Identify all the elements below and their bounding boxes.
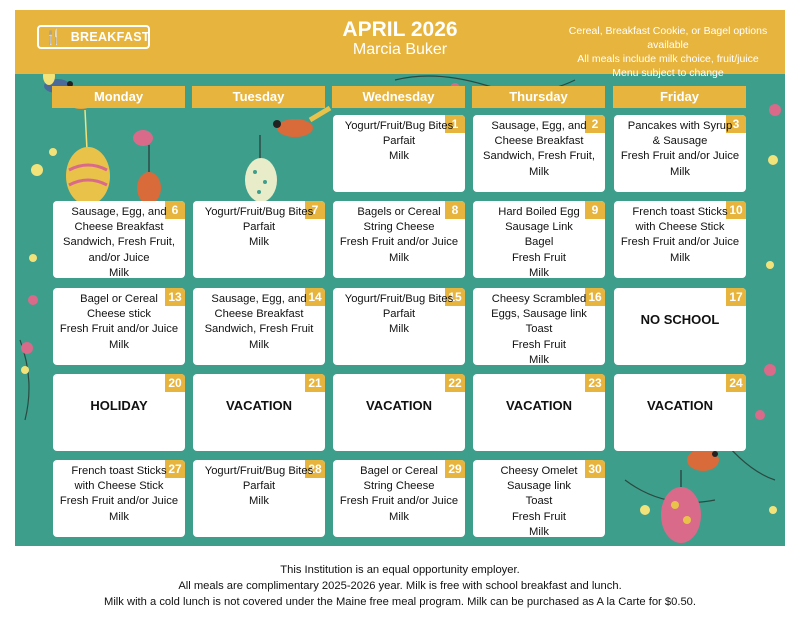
menu-items xyxy=(193,464,325,510)
day-cell xyxy=(193,460,325,537)
note-line: Menu subject to change xyxy=(612,67,724,79)
menu-item: French toast Sticks xyxy=(632,206,728,218)
date-number: 9 xyxy=(585,201,605,219)
date-number: 8 xyxy=(445,201,465,219)
date-number: 29 xyxy=(445,460,465,478)
menu-item: Milk xyxy=(529,353,549,366)
menu-item: Parfait xyxy=(242,221,276,234)
menu-items xyxy=(53,292,185,353)
footer-line: All meals are complimentary 2025-2026 year. Milk is free with school breakfast and lunch. xyxy=(178,580,622,592)
menu-item: String Cheese xyxy=(363,221,435,234)
day-cell xyxy=(193,288,325,365)
day-header-wednesday: Wednesday xyxy=(332,86,465,108)
date-number: 2 xyxy=(585,115,605,133)
menu-items xyxy=(614,119,746,180)
menu-items xyxy=(333,205,465,266)
menu-items xyxy=(193,205,325,251)
menu-item: Fresh Fruit and/or Juice xyxy=(59,323,179,336)
day-header-thursday: Thursday xyxy=(472,86,605,108)
menu-items xyxy=(473,205,605,281)
menu-item: Sausage, Egg, and xyxy=(71,206,167,218)
menu-item: Fresh Fruit and/or Juice xyxy=(620,150,740,163)
menu-item: Yogurt/Fruit/Bug Bites xyxy=(344,120,454,132)
menu-items xyxy=(473,292,605,368)
menu-item: Milk xyxy=(670,251,690,264)
menu-item: Milk xyxy=(249,495,269,508)
menu-item: Milk xyxy=(389,323,409,336)
footer-notice xyxy=(0,562,800,610)
day-status: NO SCHOOL xyxy=(640,312,720,327)
date-number: 17 xyxy=(726,288,746,306)
menu-item: Sausage, Egg, and xyxy=(211,293,307,305)
menu-item: Eggs, Sausage link xyxy=(491,308,587,321)
date-number: 20 xyxy=(165,374,185,392)
menu-item: Bagels or Cereal xyxy=(357,206,441,218)
day-cell xyxy=(193,201,325,278)
menu-item: Milk xyxy=(389,150,409,163)
footer-line: Milk with a cold lunch is not covered under the Maine free meal program. Milk can be purchased as A la Carte for $0.50. xyxy=(104,596,696,608)
menu-item: Sandwich, Fresh Fruit xyxy=(204,323,314,336)
menu-item: Cheesy Scrambled xyxy=(491,293,587,305)
date-number: 22 xyxy=(445,374,465,392)
menu-item: Sausage, Egg, and xyxy=(491,120,587,132)
menu-item: Sausage Link xyxy=(505,221,573,234)
menu-items xyxy=(333,119,465,165)
bird-egg-monday xyxy=(66,91,161,205)
menu-item: Parfait xyxy=(382,308,416,321)
menu-item: Fresh Fruit and/or Juice xyxy=(620,236,740,249)
menu-item: Bagel or Cereal xyxy=(80,293,158,305)
day-cell xyxy=(473,201,605,278)
menu-item: Milk xyxy=(529,525,549,538)
date-number: 28 xyxy=(305,460,325,478)
note-line: All meals include milk choice, fruit/juice xyxy=(577,53,759,65)
day-cell xyxy=(53,460,185,537)
menu-item: Pancakes with Syrup xyxy=(627,120,733,132)
day-cell xyxy=(193,374,325,451)
date-number: 1 xyxy=(445,115,465,133)
day-cell xyxy=(473,115,605,192)
menu-poster xyxy=(15,10,785,546)
day-header-monday: Monday xyxy=(52,86,185,108)
menu-item: Milk xyxy=(529,165,549,178)
date-number: 15 xyxy=(445,288,465,306)
menu-item: with Cheese Stick xyxy=(74,480,164,493)
menu-items xyxy=(473,119,605,180)
day-cell xyxy=(333,374,465,451)
menu-item: with Cheese Stick xyxy=(635,221,725,234)
menu-item: Milk xyxy=(109,338,129,351)
day-cell xyxy=(333,288,465,365)
menu-item: Fresh Fruit xyxy=(511,338,567,351)
date-number: 24 xyxy=(726,374,746,392)
menu-item: Fresh Fruit and/or Juice xyxy=(339,495,459,508)
menu-item: Toast xyxy=(525,323,553,336)
date-number: 3 xyxy=(726,115,746,133)
day-cell xyxy=(473,288,605,365)
menu-title: APRIL 2026 xyxy=(342,18,458,41)
menu-item: String Cheese xyxy=(363,480,435,493)
date-number: 14 xyxy=(305,288,325,306)
day-cell xyxy=(614,115,746,192)
day-cell xyxy=(53,374,185,451)
menu-item: Parfait xyxy=(242,480,276,493)
menu-item: Milk xyxy=(109,510,129,523)
footer-line: This Institution is an equal opportunity employer. xyxy=(280,564,520,576)
day-cell xyxy=(473,460,605,537)
menu-item: Bagel xyxy=(524,236,554,249)
menu-item: Milk xyxy=(249,236,269,249)
menu-item: Milk xyxy=(389,251,409,264)
menu-item: French toast Sticks xyxy=(71,465,167,477)
utensils-icon: 🍴 xyxy=(44,29,63,46)
day-cell xyxy=(53,201,185,278)
day-cell xyxy=(53,288,185,365)
menu-item: Milk xyxy=(670,165,690,178)
date-number: 13 xyxy=(165,288,185,306)
menu-item: Sandwich, Fresh Fruit, xyxy=(483,150,595,163)
menu-item: Milk xyxy=(389,510,409,523)
day-status: VACATION xyxy=(366,398,432,413)
menu-item: Sandwich, Fresh Fruit, xyxy=(63,236,175,249)
menu-item: Milk xyxy=(109,266,129,279)
menu-item: Yogurt/Fruit/Bug Bites xyxy=(344,293,454,305)
day-cell xyxy=(333,115,465,192)
day-header-tuesday: Tuesday xyxy=(192,86,325,108)
menu-items xyxy=(53,464,185,525)
menu-item: Milk xyxy=(529,266,549,279)
menu-items xyxy=(193,292,325,353)
day-status: VACATION xyxy=(226,398,292,413)
menu-item: Fresh Fruit xyxy=(511,251,567,264)
logo-text: BREAKFAST xyxy=(70,30,150,44)
bird-egg-tuesday xyxy=(245,108,330,202)
date-number: 21 xyxy=(305,374,325,392)
date-number: 10 xyxy=(726,201,746,219)
menu-subtitle: Marcia Buker xyxy=(352,41,448,58)
menu-items xyxy=(333,292,465,338)
date-number: 7 xyxy=(305,201,325,219)
menu-item: Cheesy Omelet xyxy=(500,465,578,477)
menu-item: Cheese Breakfast xyxy=(74,221,164,234)
date-number: 27 xyxy=(165,460,185,478)
menu-item: Yogurt/Fruit/Bug Bites xyxy=(204,465,314,477)
day-cell xyxy=(473,374,605,451)
menu-item: Yogurt/Fruit/Bug Bites xyxy=(204,206,314,218)
day-status: VACATION xyxy=(506,398,572,413)
menu-item: Fresh Fruit xyxy=(511,510,567,523)
day-cell xyxy=(333,460,465,537)
day-cell xyxy=(333,201,465,278)
menu-item: Fresh Fruit and/or Juice xyxy=(59,495,179,508)
menu-items xyxy=(53,205,185,281)
date-number: 23 xyxy=(585,374,605,392)
date-number: 30 xyxy=(585,460,605,478)
day-status: HOLIDAY xyxy=(90,398,148,413)
note-line: Cereal, Breakfast Cookie, or Bagel options available xyxy=(568,25,768,51)
day-cell xyxy=(614,201,746,278)
menu-item: Milk xyxy=(249,338,269,351)
day-status: VACATION xyxy=(647,398,713,413)
menu-items xyxy=(473,464,605,540)
date-number: 16 xyxy=(585,288,605,306)
menu-item: Toast xyxy=(525,495,553,508)
menu-item: Hard Boiled Egg xyxy=(498,206,580,218)
menu-item: Sausage link xyxy=(506,480,572,493)
menu-item: and/or Juice xyxy=(88,251,150,264)
bird-egg-friday xyxy=(661,449,719,543)
menu-item: Parfait xyxy=(382,135,416,148)
menu-items xyxy=(333,464,465,525)
menu-item: Cheese stick xyxy=(86,308,152,321)
menu-item: & Sausage xyxy=(652,135,708,148)
day-cell xyxy=(614,288,746,365)
menu-item: Bagel or Cereal xyxy=(360,465,438,477)
day-cell xyxy=(614,374,746,451)
day-header-friday: Friday xyxy=(613,86,746,108)
menu-item: Cheese Breakfast xyxy=(494,135,584,148)
menu-items xyxy=(614,205,746,266)
menu-notes xyxy=(563,24,773,80)
date-number: 6 xyxy=(165,201,185,219)
menu-item: Fresh Fruit and/or Juice xyxy=(339,236,459,249)
menu-item: Cheese Breakfast xyxy=(214,308,304,321)
